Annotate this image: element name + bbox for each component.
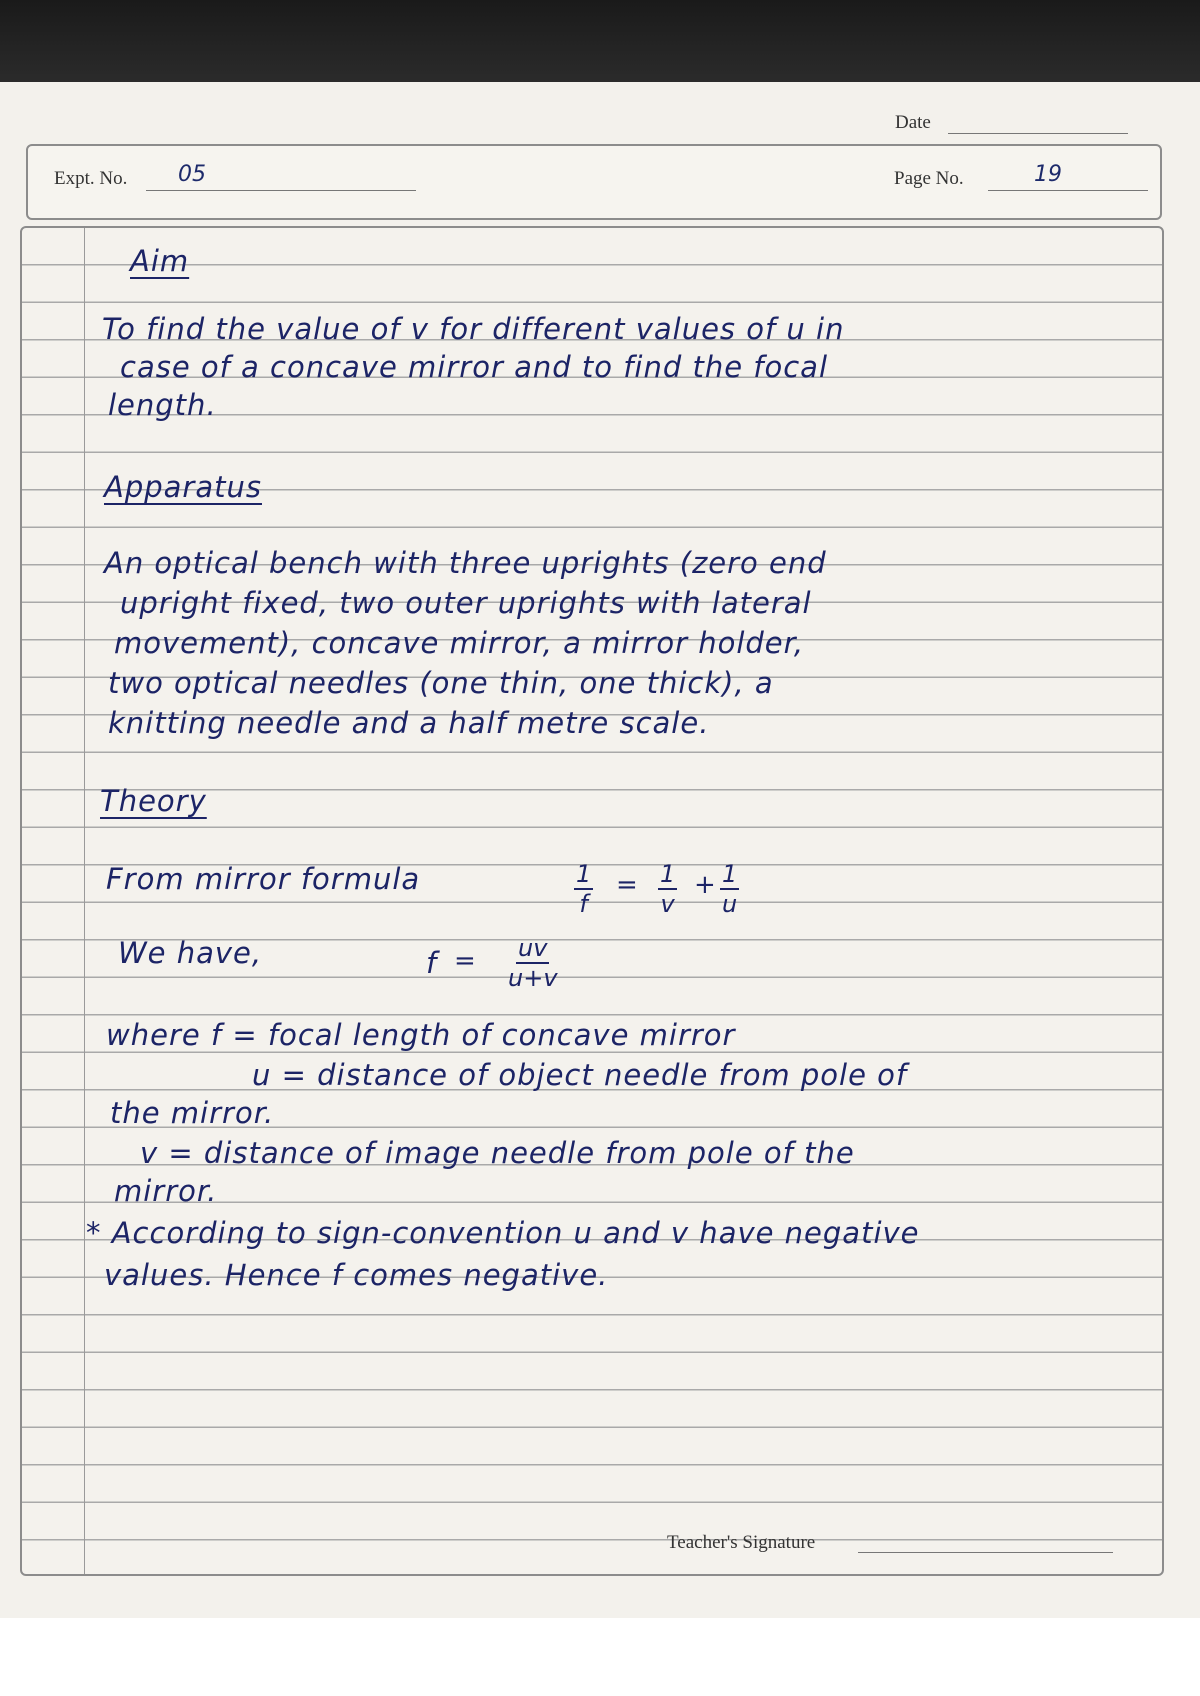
fraction-1-over-f — [574, 862, 593, 916]
equals-sign: = — [454, 946, 476, 976]
teacher-signature-line — [858, 1552, 1113, 1553]
fraction-1-over-v — [658, 862, 677, 916]
where-line-2: u = distance of object needle from pole of — [252, 1058, 908, 1092]
aim-line-2: case of a concave mirror and to find the focal — [120, 350, 829, 384]
fraction-denominator: f — [579, 890, 588, 918]
page-no-line — [988, 190, 1148, 191]
formula-intro: From mirror formula — [106, 862, 421, 896]
equals-sign: = — [616, 870, 638, 900]
aim-heading: Aim — [130, 244, 190, 278]
date-label: Date — [895, 112, 931, 133]
fraction-uv-over-u-plus-v — [508, 936, 558, 990]
fraction-1-over-u — [720, 862, 739, 916]
apparatus-line-2: upright fixed, two outer uprights with lateral — [120, 586, 812, 620]
apparatus-line-5: knitting needle and a half metre scale. — [108, 706, 710, 740]
teacher-signature-label: Teacher's Signature — [667, 1532, 816, 1553]
fraction-numerator: uv — [518, 934, 548, 962]
aim-line-3: length. — [108, 388, 217, 422]
expt-no-line — [146, 190, 416, 191]
page-no-value: 19 — [1034, 162, 1062, 187]
photo-bottom-edge — [0, 1618, 1200, 1696]
fraction-denominator: u+v — [508, 964, 558, 992]
we-have-text: We have, — [118, 936, 263, 970]
page-no-label: Page No. — [894, 168, 964, 189]
plus-sign: + — [694, 870, 716, 900]
fraction-numerator: 1 — [576, 860, 592, 888]
header-box — [26, 144, 1162, 220]
apparatus-line-3: movement), concave mirror, a mirror holder, — [114, 626, 805, 660]
fraction-numerator: 1 — [722, 860, 738, 888]
theory-heading: Theory — [100, 784, 207, 818]
where-line-3: the mirror. — [110, 1096, 275, 1130]
where-line-5: mirror. — [114, 1174, 218, 1208]
apparatus-line-4: two optical needles (one thin, one thick), a — [108, 666, 774, 700]
sign-convention-line-1: * According to sign-convention u and v have negative — [86, 1216, 920, 1250]
date-field-line — [948, 133, 1128, 134]
photo-top-edge — [0, 0, 1200, 82]
expt-no-value: 05 — [178, 162, 206, 187]
aim-line-1: To find the value of v for different values of u in — [102, 312, 845, 346]
margin-line — [84, 228, 85, 1574]
f-symbol: f — [426, 946, 438, 980]
fraction-denominator: v — [660, 890, 675, 918]
ruled-writing-area — [20, 226, 1164, 1576]
fraction-denominator: u — [722, 890, 738, 918]
where-line-1: where f = focal length of concave mirror — [106, 1018, 736, 1052]
where-line-4: v = distance of image needle from pole of the — [140, 1136, 855, 1170]
apparatus-line-1: An optical bench with three uprights (zero end — [104, 546, 827, 580]
apparatus-heading: Apparatus — [104, 470, 262, 504]
expt-no-label: Expt. No. — [54, 168, 128, 189]
fraction-numerator: 1 — [660, 860, 676, 888]
sign-convention-line-2: values. Hence f comes negative. — [104, 1258, 609, 1292]
